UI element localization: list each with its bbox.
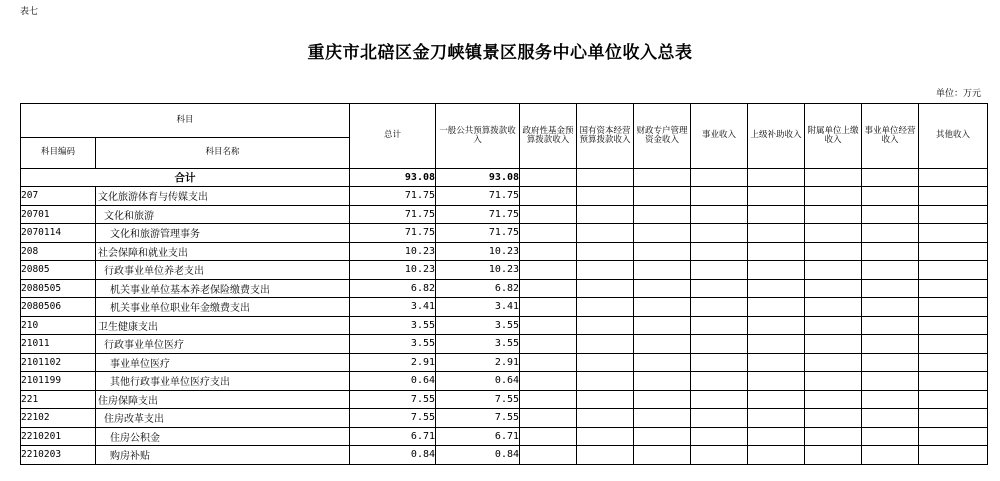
empty-cell	[577, 205, 634, 224]
empty-cell	[805, 169, 862, 187]
empty-cell	[805, 409, 862, 428]
subject-name-cell: 机关事业单位基本养老保险缴费支出	[96, 279, 350, 298]
empty-cell	[919, 242, 988, 261]
table-row	[21, 205, 988, 224]
unit-label: 单位：万元	[935, 89, 981, 99]
empty-cell	[691, 446, 748, 465]
total-cell: 0.64	[350, 372, 436, 391]
empty-cell	[520, 409, 577, 428]
empty-cell	[520, 316, 577, 335]
empty-cell	[691, 205, 748, 224]
empty-cell	[520, 335, 577, 354]
empty-cell	[691, 242, 748, 261]
header-state-capital: 国有资本经营预算拨款收入	[577, 104, 634, 169]
empty-cell	[691, 353, 748, 372]
empty-cell	[919, 409, 988, 428]
empty-cell	[805, 335, 862, 354]
table-row	[21, 187, 988, 206]
general-budget-cell: 3.55	[436, 335, 520, 354]
subject-code-cell: 210	[21, 316, 96, 335]
empty-cell	[634, 169, 691, 187]
empty-cell	[691, 224, 748, 243]
table-row	[21, 224, 988, 243]
subject-name-cell: 住房改革支出	[96, 409, 350, 428]
general-budget-cell: 7.55	[436, 390, 520, 409]
subject-code-cell: 2210203	[21, 446, 96, 465]
subject-code-cell: 21011	[21, 335, 96, 354]
general-budget-cell: 2.91	[436, 353, 520, 372]
empty-cell	[748, 187, 805, 206]
empty-cell	[862, 279, 919, 298]
header-business-income: 事业收入	[691, 104, 748, 169]
subject-name-cell: 行政事业单位医疗	[96, 335, 350, 354]
table-row	[21, 372, 988, 391]
empty-cell	[691, 298, 748, 317]
header-subject-name: 科目名称	[96, 138, 350, 169]
subject-code-cell: 20805	[21, 261, 96, 280]
total-cell: 3.41	[350, 298, 436, 317]
empty-cell	[520, 205, 577, 224]
empty-cell	[805, 224, 862, 243]
empty-cell	[805, 316, 862, 335]
empty-cell	[862, 242, 919, 261]
table-row	[21, 335, 988, 354]
empty-cell	[748, 353, 805, 372]
table-row	[21, 242, 988, 261]
empty-cell	[748, 205, 805, 224]
header-subject-code: 科目编码	[21, 138, 96, 169]
subject-code-cell: 2101199	[21, 372, 96, 391]
total-cell: 10.23	[350, 242, 436, 261]
total-cell: 6.71	[350, 427, 436, 446]
empty-cell	[748, 224, 805, 243]
empty-cell	[919, 169, 988, 187]
subject-name-cell: 事业单位医疗	[96, 353, 350, 372]
table-row	[21, 446, 988, 465]
total-label: 合计	[21, 169, 350, 187]
subject-name-cell: 文化和旅游管理事务	[96, 224, 350, 243]
subject-name-cell: 住房公积金	[96, 427, 350, 446]
empty-cell	[520, 353, 577, 372]
total-cell: 7.55	[350, 409, 436, 428]
subject-code-cell: 2080506	[21, 298, 96, 317]
empty-cell	[862, 316, 919, 335]
empty-cell	[805, 205, 862, 224]
empty-cell	[634, 224, 691, 243]
empty-cell	[862, 298, 919, 317]
empty-cell	[748, 316, 805, 335]
subject-name-cell: 文化旅游体育与传媒支出	[96, 187, 350, 206]
general-budget-cell: 3.41	[436, 298, 520, 317]
empty-cell	[691, 187, 748, 206]
table-row	[21, 316, 988, 335]
table-row	[21, 409, 988, 428]
total-cell: 3.55	[350, 335, 436, 354]
header-affiliated-unit: 附属单位上缴收入	[805, 104, 862, 169]
empty-cell	[748, 409, 805, 428]
total-cell: 71.75	[350, 187, 436, 206]
total-cell: 7.55	[350, 390, 436, 409]
header-gov-fund: 政府性基金预算拨款收入	[520, 104, 577, 169]
table-row	[21, 298, 988, 317]
empty-cell	[748, 169, 805, 187]
general-budget-cell: 3.55	[436, 316, 520, 335]
empty-cell	[919, 372, 988, 391]
empty-cell	[634, 316, 691, 335]
table-row	[21, 427, 988, 446]
empty-cell	[919, 353, 988, 372]
total-cell: 71.75	[350, 224, 436, 243]
empty-cell	[919, 224, 988, 243]
empty-cell	[805, 298, 862, 317]
general-budget-cell: 71.75	[436, 205, 520, 224]
subject-name-cell: 其他行政事业单位医疗支出	[96, 372, 350, 391]
empty-cell	[691, 169, 748, 187]
general-budget-cell: 7.55	[436, 409, 520, 428]
empty-cell	[520, 372, 577, 391]
subject-name-cell: 行政事业单位养老支出	[96, 261, 350, 280]
empty-cell	[862, 427, 919, 446]
general-budget-cell: 71.75	[436, 224, 520, 243]
empty-cell	[634, 409, 691, 428]
empty-cell	[862, 205, 919, 224]
empty-cell	[805, 279, 862, 298]
empty-cell	[805, 390, 862, 409]
subject-code-cell: 221	[21, 390, 96, 409]
empty-cell	[520, 224, 577, 243]
empty-cell	[577, 169, 634, 187]
empty-cell	[577, 279, 634, 298]
subject-name-cell: 住房保障支出	[96, 390, 350, 409]
header-other-income: 其他收入	[919, 104, 988, 169]
empty-cell	[919, 205, 988, 224]
general-budget-cell: 6.82	[436, 279, 520, 298]
empty-cell	[919, 390, 988, 409]
empty-cell	[805, 261, 862, 280]
subject-code-cell: 208	[21, 242, 96, 261]
general-budget-cell: 6.71	[436, 427, 520, 446]
empty-cell	[577, 298, 634, 317]
empty-cell	[634, 298, 691, 317]
subject-code-cell: 20701	[21, 205, 96, 224]
subject-name-cell: 购房补贴	[96, 446, 350, 465]
empty-cell	[748, 242, 805, 261]
empty-cell	[805, 446, 862, 465]
subject-code-cell: 2101102	[21, 353, 96, 372]
total-row	[21, 169, 988, 187]
empty-cell	[520, 169, 577, 187]
empty-cell	[577, 242, 634, 261]
empty-cell	[862, 390, 919, 409]
empty-cell	[691, 261, 748, 280]
income-summary-table	[20, 103, 988, 465]
empty-cell	[691, 372, 748, 391]
empty-cell	[520, 279, 577, 298]
subject-name-cell: 机关事业单位职业年金缴费支出	[96, 298, 350, 317]
page-title: 重庆市北碚区金刀峡镇景区服务中心单位收入总表	[307, 43, 693, 63]
empty-cell	[520, 242, 577, 261]
empty-cell	[634, 427, 691, 446]
empty-cell	[634, 205, 691, 224]
general-budget-cell: 10.23	[436, 261, 520, 280]
empty-cell	[862, 446, 919, 465]
empty-cell	[862, 224, 919, 243]
empty-cell	[634, 242, 691, 261]
table-row	[21, 390, 988, 409]
header-total: 总计	[350, 104, 436, 169]
empty-cell	[691, 279, 748, 298]
empty-cell	[862, 169, 919, 187]
empty-cell	[520, 298, 577, 317]
empty-cell	[748, 427, 805, 446]
empty-cell	[577, 446, 634, 465]
subject-name-cell: 卫生健康支出	[96, 316, 350, 335]
subject-code-cell: 22102	[21, 409, 96, 428]
empty-cell	[520, 390, 577, 409]
general-budget-cell: 71.75	[436, 187, 520, 206]
total-cell: 10.23	[350, 261, 436, 280]
total-cell: 0.84	[350, 446, 436, 465]
empty-cell	[520, 446, 577, 465]
subject-code-cell: 2070114	[21, 224, 96, 243]
empty-cell	[748, 372, 805, 391]
empty-cell	[577, 390, 634, 409]
empty-cell	[805, 427, 862, 446]
empty-cell	[748, 279, 805, 298]
empty-cell	[862, 335, 919, 354]
empty-cell	[691, 427, 748, 446]
empty-cell	[577, 353, 634, 372]
empty-cell	[919, 446, 988, 465]
total-cell: 3.55	[350, 316, 436, 335]
empty-cell	[634, 446, 691, 465]
header-fiscal-special: 财政专户管理资金收入	[634, 104, 691, 169]
empty-cell	[862, 187, 919, 206]
empty-cell	[577, 372, 634, 391]
empty-cell	[805, 353, 862, 372]
general-budget-cell: 10.23	[436, 242, 520, 261]
header-subject-group: 科目	[21, 104, 350, 138]
header-general-budget: 一般公共预算拨款收入	[436, 104, 520, 169]
empty-cell	[748, 298, 805, 317]
empty-cell	[691, 390, 748, 409]
general-budget-cell: 0.84	[436, 446, 520, 465]
empty-cell	[577, 335, 634, 354]
table-row	[21, 261, 988, 280]
empty-cell	[634, 261, 691, 280]
total-cell: 2.91	[350, 353, 436, 372]
general-budget-cell: 0.64	[436, 372, 520, 391]
empty-cell	[520, 187, 577, 206]
empty-cell	[691, 409, 748, 428]
total-cell: 71.75	[350, 205, 436, 224]
empty-cell	[634, 279, 691, 298]
table-number-label: 表七	[20, 7, 39, 17]
empty-cell	[577, 427, 634, 446]
empty-cell	[919, 427, 988, 446]
empty-cell	[634, 335, 691, 354]
total-cell: 93.08	[350, 169, 436, 187]
subject-name-cell: 文化和旅游	[96, 205, 350, 224]
empty-cell	[862, 372, 919, 391]
subject-code-cell: 2210201	[21, 427, 96, 446]
empty-cell	[862, 409, 919, 428]
empty-cell	[919, 261, 988, 280]
empty-cell	[520, 427, 577, 446]
empty-cell	[919, 316, 988, 335]
empty-cell	[634, 187, 691, 206]
empty-cell	[634, 390, 691, 409]
empty-cell	[805, 187, 862, 206]
empty-cell	[634, 372, 691, 391]
empty-cell	[805, 372, 862, 391]
empty-cell	[748, 390, 805, 409]
empty-cell	[520, 261, 577, 280]
total-cell: 6.82	[350, 279, 436, 298]
empty-cell	[919, 298, 988, 317]
empty-cell	[748, 335, 805, 354]
empty-cell	[862, 261, 919, 280]
empty-cell	[577, 261, 634, 280]
empty-cell	[634, 353, 691, 372]
subject-name-cell: 社会保障和就业支出	[96, 242, 350, 261]
empty-cell	[919, 187, 988, 206]
header-superior-subsidy: 上级补助收入	[748, 104, 805, 169]
empty-cell	[691, 316, 748, 335]
empty-cell	[748, 446, 805, 465]
empty-cell	[577, 316, 634, 335]
subject-code-cell: 207	[21, 187, 96, 206]
empty-cell	[862, 353, 919, 372]
empty-cell	[748, 261, 805, 280]
subject-code-cell: 2080505	[21, 279, 96, 298]
empty-cell	[577, 409, 634, 428]
empty-cell	[691, 335, 748, 354]
empty-cell	[919, 335, 988, 354]
empty-cell	[577, 187, 634, 206]
table-row	[21, 353, 988, 372]
empty-cell	[577, 224, 634, 243]
total-general-cell: 93.08	[436, 169, 520, 187]
empty-cell	[805, 242, 862, 261]
empty-cell	[919, 279, 988, 298]
table-row	[21, 279, 988, 298]
header-business-operation: 事业单位经营收入	[862, 104, 919, 169]
